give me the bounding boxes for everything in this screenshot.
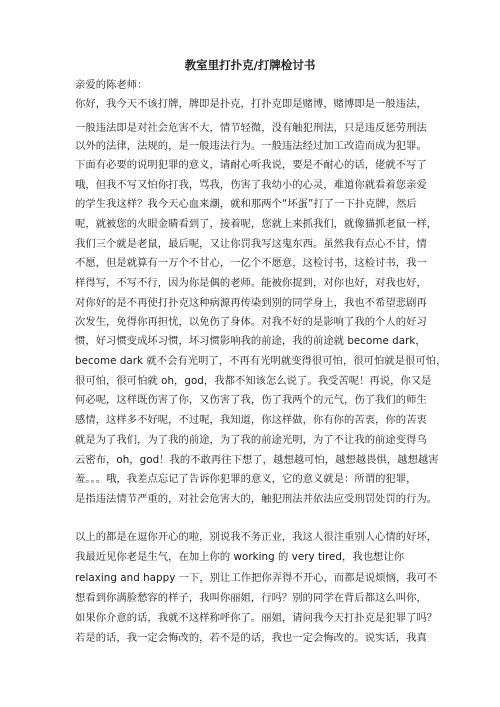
document-title: 教室里打扑克/打牌检讨书	[184, 58, 316, 72]
body-line: 我们三个就是老鼠，最后呢，又让你罚我写这鬼东西。虽然我有点心不甘，情	[75, 238, 427, 250]
body-line: 一般违法即是对社会危害不大，情节轻微，没有触犯刑法，只是违反惩劳刑法	[75, 122, 427, 134]
body-line: 呢，就被您的火眼金睛看到了，接着呢，您就上来抓我们，就像猫抓老鼠一样，	[75, 218, 438, 230]
body-line: become dark 就不会有光明了，不再有光明就变得很可怕，很可怕就是很可怕，	[75, 355, 447, 367]
body-line: 想看到你满脸愁容的样子，我叫你丽姐，行吗？别的同学在背后都这么叫你，	[75, 592, 427, 604]
body-line: 是指违法情节严重的，对社会危害大的，触犯刑法并依法应受刑罚处罚的行为。	[75, 493, 438, 505]
body-line: 次发生，免得你再担忧，以免伤了身体。对我不好的是影响了我的个人的好习	[75, 316, 427, 328]
body-line: 对你好的是不再使打扑克这种病源再传染到别的同学身上，我也不希望悲剧再	[75, 297, 427, 309]
body-line: 如果你介意的话，我就不这样称呼你了。丽姐，请问我今天打扑克是犯罪了吗？	[75, 612, 438, 624]
body-line: 我最近见你老是生气，在加上你的 working 的 very tired，我也想让你	[75, 551, 405, 563]
body-line: 你好，我今天不该打牌，牌即是扑克，打扑克即是赌博，赌博即是一般违法，	[75, 98, 427, 110]
body-line: 就是为了我们，为了我的前途，为了我的前途光明，为了不让我的前途变得乌	[75, 434, 427, 446]
body-line: 羞。。。哦，我差点忘记了告诉你犯罪的意义，它的意义就是：所谓的犯罪，	[75, 473, 417, 485]
body-line: 样得写，不写不行，因为你是偶的老师。能被你捉到，对你也好，对我也好，	[75, 277, 427, 289]
body-line: 若是的话，我一定会悔改的，若不是的话，我也一定会悔改的。说实话，我真	[75, 632, 427, 644]
body-line: 云密布，oh，god！我的不敢再往下想了，越想越可怕，越想越畏惧，越想越害	[75, 454, 439, 466]
body-line: 哦，但我不写又怕你打我，骂我，伤害了我幼小的心灵，难道你就看着您亲爱	[75, 179, 427, 191]
body-line: 以上的都是在逗你开心的啦，别说我不务正业，我这人很注重别人心情的好坏，	[75, 531, 438, 543]
salutation-line: 亲爱的陈老师：	[75, 79, 148, 91]
body-line: 很可怕，很可怕就 oh，god，我都不知该怎么说了。我受苦呢！再说，你又是	[75, 375, 432, 387]
body-line: 惯，好习惯变成坏习惯，坏习惯影响我的前途，我的前途就 become dark，	[75, 335, 426, 347]
body-line: 以外的法律，法规的，是一般违法行为。一般违法经过加工改造而成为犯罪。	[75, 140, 427, 152]
body-line: relaxing and happy 一下，别让工作把你弄得不开心，而都是说烦恼，我可不	[75, 572, 438, 584]
body-line: 的学生我这样？我今天心血来潮，就和那两个“坏蛋”打了一下扑克牌，然后	[75, 198, 417, 210]
body-line: 感情，这样多不好呢，不过呢，我知道，你这样做，你有你的苦衷，你的苦衷	[75, 414, 427, 426]
body-line: 下面有必要的说明犯罪的意义，请耐心听我说，要是不耐心的话，佬就不写了	[75, 159, 427, 171]
body-line: 不愿，但是就算有一万个不甘心，一亿个不愿意，这检讨书，这检讨书，我一	[75, 257, 427, 269]
body-line: 何必呢，这样既伤害了你，又伤害了我，伤了我两个的元气，伤了我们的师生	[75, 394, 427, 406]
